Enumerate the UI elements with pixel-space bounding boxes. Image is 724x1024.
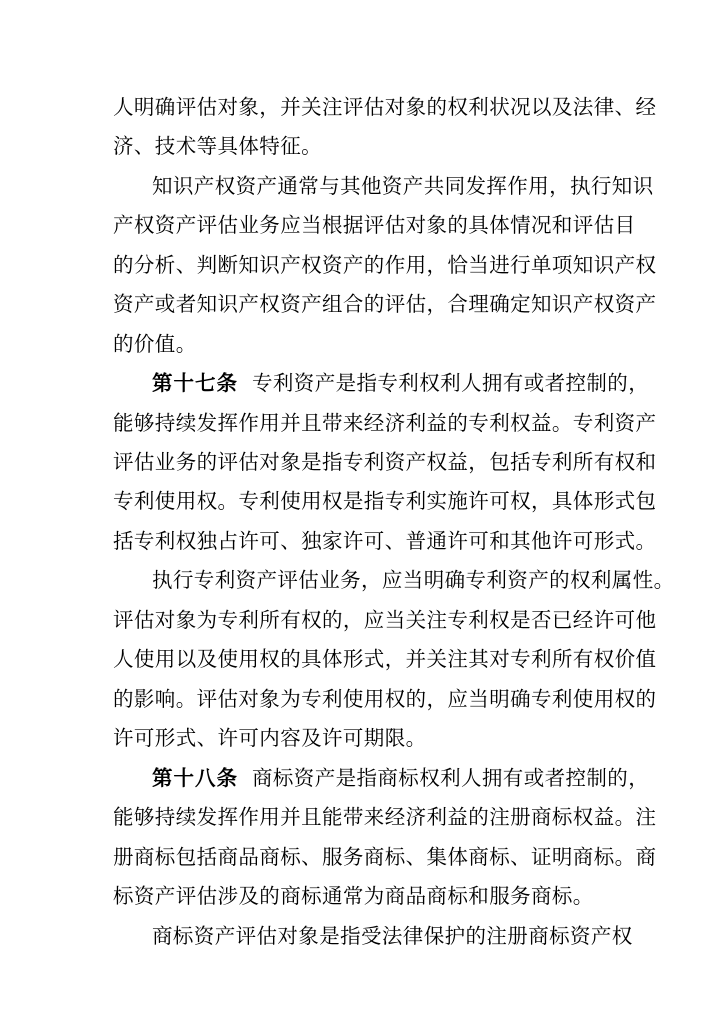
article-17-number: 第十七条 <box>152 371 238 395</box>
paragraph-line: 标资产评估涉及的商标通常为商品商标和服务商标。 <box>113 884 594 908</box>
paragraph-line: 商标资产评估对象是指受法律保护的注册商标资产权 <box>152 924 633 948</box>
paragraph-line: 知识产权资产通常与其他资产共同发挥作用，执行知识 <box>152 174 654 198</box>
paragraph-line: 许可形式、许可内容及许可期限。 <box>113 726 427 750</box>
paragraph-line: 评估对象为专利所有权的，应当关注专利权是否已经许可他 <box>113 608 657 632</box>
paragraph-line: 产权资产评估业务应当根据评估对象的具体情况和评估目 <box>113 213 636 237</box>
paragraph-line: 的价值。 <box>113 332 197 356</box>
paragraph-line: 资产或者知识产权资产组合的评估，合理确定知识产权资产 <box>113 292 657 316</box>
article-17-first-line <box>152 366 650 400</box>
paragraph-line: 评估业务的评估对象是指专利资产权益，包括专利所有权和 <box>113 450 657 474</box>
article-18-number: 第十八条 <box>152 766 238 790</box>
paragraph-line: 济、技术等具体特征。 <box>113 134 322 158</box>
article-18-first-line <box>152 761 650 795</box>
paragraph-line: 人明确评估对象，并关注评估对象的权利状况以及法律、经 <box>113 95 657 119</box>
paragraph-line: 能够持续发挥作用并且能带来经济利益的注册商标权益。注 <box>113 805 657 829</box>
paragraph-line-text: 商标资产是指商标权利人拥有或者控制的， <box>252 766 650 790</box>
paragraph-line: 册商标包括商品商标、服务商标、集体商标、证明商标。商 <box>113 845 657 869</box>
paragraph-line: 括专利权独占许可、独家许可、普通许可和其他许可形式。 <box>113 529 657 553</box>
paragraph-line: 的影响。评估对象为专利使用权的，应当明确专利使用权的 <box>113 687 657 711</box>
paragraph-line: 能够持续发挥作用并且带来经济利益的专利权益。专利资产 <box>113 411 657 435</box>
paragraph-line: 人使用以及使用权的具体形式，并关注其对专利所有权价值 <box>113 647 657 671</box>
paragraph-line: 专利使用权。专利使用权是指专利实施许可权，具体形式包 <box>113 489 657 513</box>
paragraph-line-text: 专利资产是指专利权利人拥有或者控制的， <box>252 371 650 395</box>
paragraph-line: 执行专利资产评估业务，应当明确专利资产的权利属性。 <box>152 568 675 592</box>
paragraph-line: 的分析、判断知识产权资产的作用，恰当进行单项知识产权 <box>113 253 657 277</box>
